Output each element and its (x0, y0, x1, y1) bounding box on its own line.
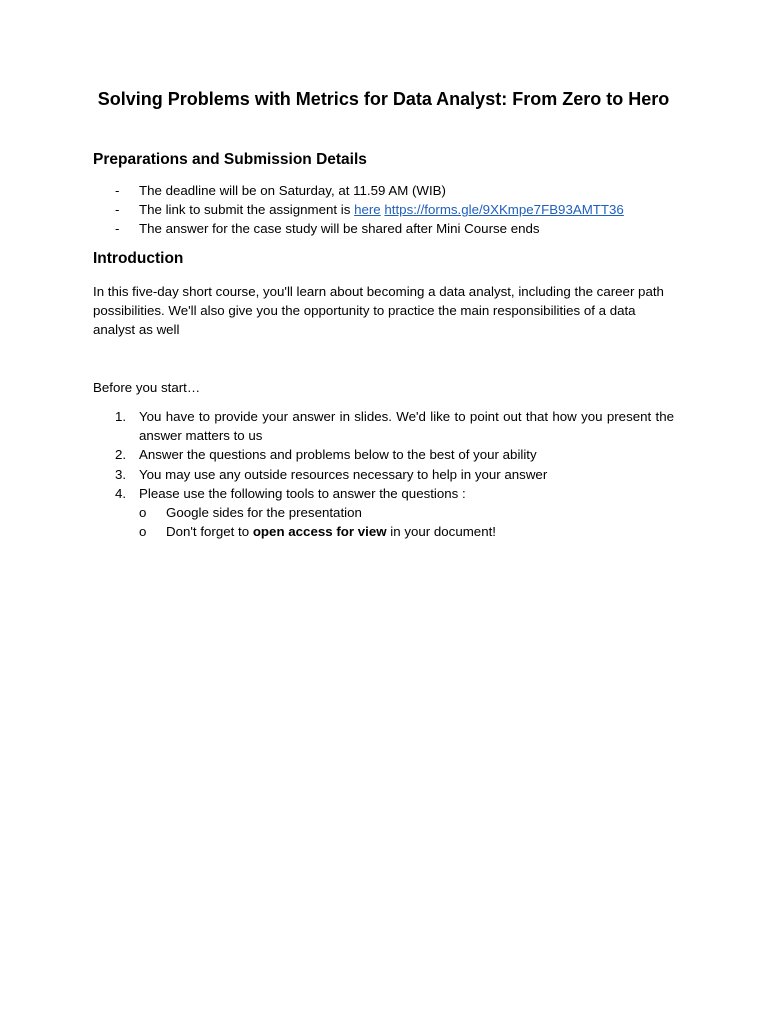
form-url-link[interactable]: https://forms.gle/9XKmpe7FB93AMTT36 (384, 202, 624, 218)
step-number: 4. (115, 485, 127, 501)
dash-bullet: - (115, 221, 120, 237)
dash-bullet: - (115, 183, 120, 198)
list-item (93, 445, 674, 464)
list-item (93, 200, 674, 219)
step-number: 3. (115, 466, 127, 482)
list-item (93, 484, 674, 542)
step-text: Answer the questions and problems below to the best of your ability (139, 447, 537, 463)
step-text: You have to provide your answer in slides. We'd like to point out that how you present the answer matters to us (139, 409, 674, 444)
list-item (93, 219, 674, 238)
answer-shared-text: The answer for the case study will be shared after Mini Course ends (139, 221, 540, 237)
access-bold-text: open access for view (252, 524, 387, 540)
step-number: 1. (115, 409, 127, 424)
deadline-text: The deadline will be on Saturday, at 11.59 AM (WIB) (139, 183, 446, 198)
step-text: Please use the following tools to answer the questions : (139, 485, 466, 501)
here-link[interactable]: here (354, 202, 381, 218)
intro-heading: Introduction (93, 250, 184, 267)
steps-list (93, 407, 674, 541)
list-item (139, 503, 674, 522)
step-text: You may use any outside resources necessary to help in your answer (139, 466, 548, 482)
list-item (139, 522, 674, 541)
link-prefix-text: The link to submit the assignment is (139, 202, 355, 218)
google-sides-text: Google sides for the presentation (166, 505, 362, 521)
prep-list (93, 181, 674, 239)
step-number: 2. (115, 447, 127, 463)
tools-sublist (139, 503, 674, 541)
document-title: Solving Problems with Metrics for Data Analyst: From Zero to Hero (97, 89, 670, 109)
before-start-text: Before you start… (93, 380, 201, 395)
list-item (93, 407, 674, 445)
prep-heading: Preparations and Submission Details (93, 151, 367, 168)
intro-paragraph: In this five-day short course, you'll learn about becoming a data analyst, including the career path possibilities. We'll also give you the opportunity to practice the main responsibilities of a data analyst as well (93, 284, 664, 338)
list-item (93, 181, 674, 200)
circle-bullet: o (139, 505, 147, 521)
list-item (93, 465, 674, 484)
circle-bullet: o (139, 524, 147, 540)
access-suffix-text: in your document! (386, 524, 496, 540)
access-prefix-text: Don't forget to (166, 524, 253, 540)
dash-bullet: - (115, 202, 120, 218)
